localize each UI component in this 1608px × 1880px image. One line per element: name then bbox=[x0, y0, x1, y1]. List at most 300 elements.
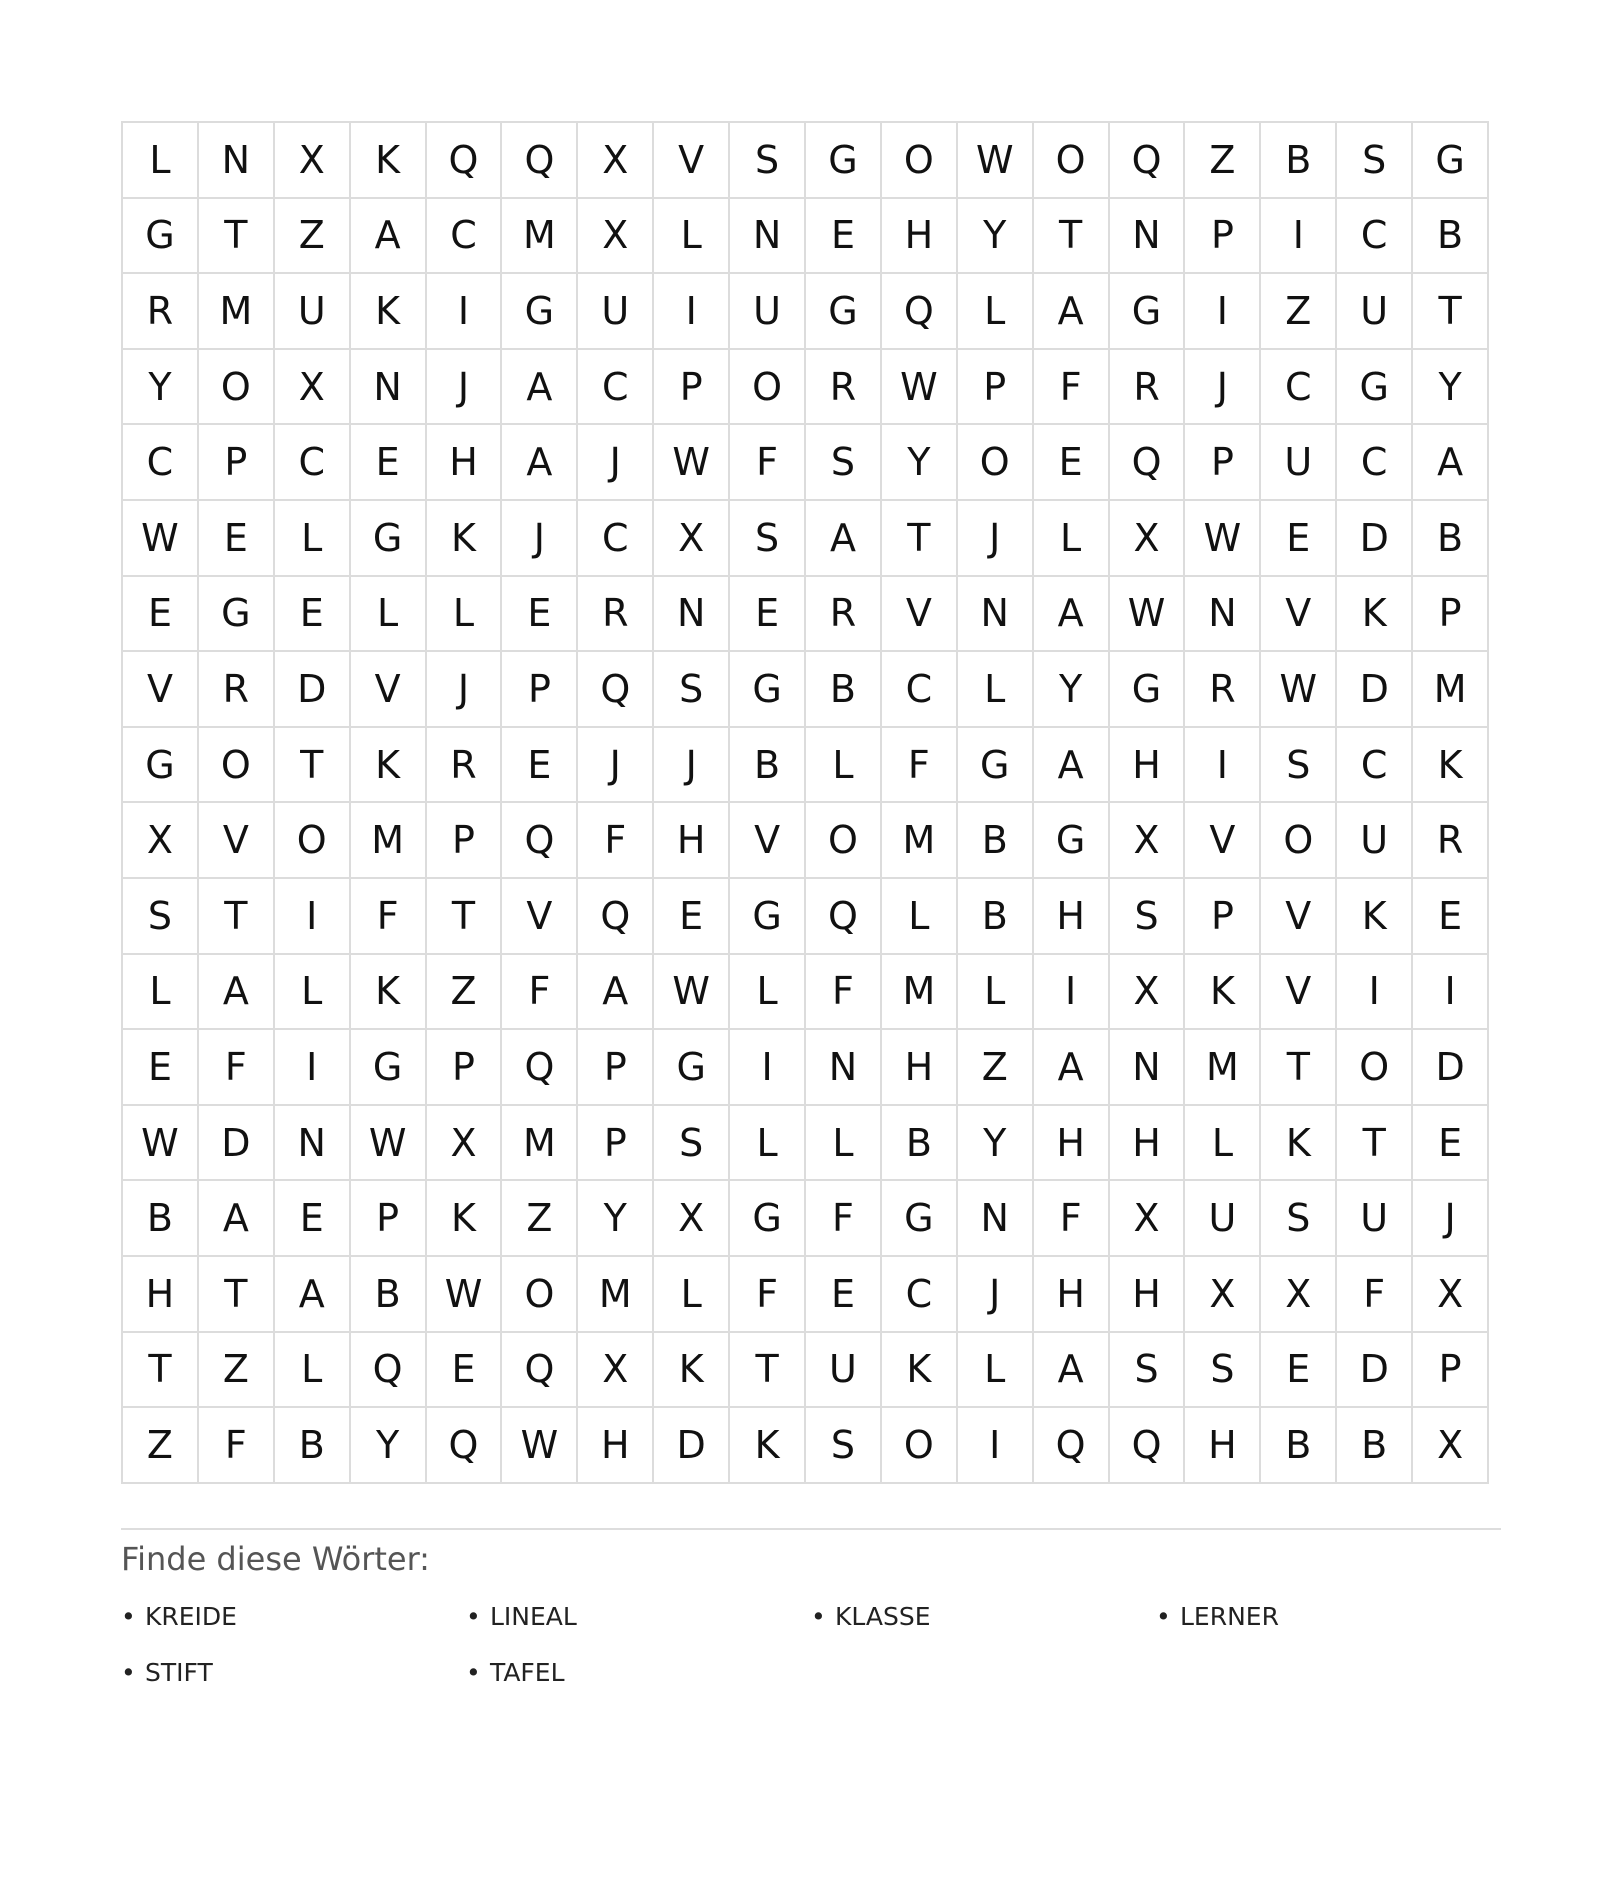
grid-cell[interactable]: I bbox=[274, 878, 350, 954]
grid-cell[interactable]: W bbox=[122, 500, 198, 576]
grid-cell[interactable]: L bbox=[1184, 1105, 1260, 1181]
grid-cell[interactable]: V bbox=[1260, 576, 1336, 652]
grid-cell[interactable]: N bbox=[1109, 1029, 1185, 1105]
grid-cell[interactable]: E bbox=[122, 576, 198, 652]
grid-cell[interactable]: A bbox=[501, 424, 577, 500]
grid-cell[interactable]: F bbox=[881, 727, 957, 803]
grid-cell[interactable]: Q bbox=[881, 273, 957, 349]
grid-cell[interactable]: O bbox=[274, 802, 350, 878]
grid-cell[interactable]: R bbox=[122, 273, 198, 349]
grid-cell[interactable]: B bbox=[350, 1256, 426, 1332]
grid-cell[interactable]: E bbox=[426, 1332, 502, 1408]
grid-cell[interactable]: F bbox=[198, 1407, 274, 1483]
grid-cell[interactable]: X bbox=[1412, 1407, 1488, 1483]
grid-cell[interactable]: J bbox=[426, 349, 502, 425]
grid-cell[interactable]: B bbox=[1260, 122, 1336, 198]
grid-cell[interactable]: Q bbox=[1109, 1407, 1185, 1483]
grid-cell[interactable]: L bbox=[729, 954, 805, 1030]
grid-cell[interactable]: P bbox=[1184, 424, 1260, 500]
grid-cell[interactable]: W bbox=[1184, 500, 1260, 576]
grid-cell[interactable]: N bbox=[729, 198, 805, 274]
grid-cell[interactable]: L bbox=[1033, 500, 1109, 576]
grid-cell[interactable]: W bbox=[501, 1407, 577, 1483]
grid-cell[interactable]: Y bbox=[881, 424, 957, 500]
grid-cell[interactable]: G bbox=[653, 1029, 729, 1105]
grid-cell[interactable]: X bbox=[426, 1105, 502, 1181]
grid-cell[interactable]: I bbox=[1412, 954, 1488, 1030]
grid-cell[interactable]: X bbox=[122, 802, 198, 878]
grid-cell[interactable]: R bbox=[198, 651, 274, 727]
grid-cell[interactable]: H bbox=[1109, 727, 1185, 803]
grid-cell[interactable]: F bbox=[805, 1180, 881, 1256]
grid-cell[interactable]: C bbox=[577, 500, 653, 576]
grid-cell[interactable]: B bbox=[729, 727, 805, 803]
grid-cell[interactable]: X bbox=[1412, 1256, 1488, 1332]
grid-cell[interactable]: L bbox=[274, 954, 350, 1030]
grid-cell[interactable]: P bbox=[1184, 198, 1260, 274]
grid-cell[interactable]: Q bbox=[501, 1029, 577, 1105]
grid-cell[interactable]: L bbox=[957, 273, 1033, 349]
grid-cell[interactable]: V bbox=[729, 802, 805, 878]
grid-cell[interactable]: O bbox=[957, 424, 1033, 500]
grid-cell[interactable]: F bbox=[729, 424, 805, 500]
grid-cell[interactable]: H bbox=[1033, 1256, 1109, 1332]
grid-cell[interactable]: H bbox=[1109, 1256, 1185, 1332]
grid-cell[interactable]: C bbox=[1336, 424, 1412, 500]
grid-cell[interactable]: T bbox=[729, 1332, 805, 1408]
grid-cell[interactable]: T bbox=[274, 727, 350, 803]
grid-cell[interactable]: T bbox=[1260, 1029, 1336, 1105]
grid-cell[interactable]: N bbox=[1109, 198, 1185, 274]
grid-cell[interactable]: D bbox=[1336, 500, 1412, 576]
grid-cell[interactable]: E bbox=[274, 576, 350, 652]
grid-cell[interactable]: S bbox=[653, 1105, 729, 1181]
grid-cell[interactable]: L bbox=[729, 1105, 805, 1181]
grid-cell[interactable]: E bbox=[805, 1256, 881, 1332]
grid-cell[interactable]: U bbox=[1184, 1180, 1260, 1256]
grid-cell[interactable]: N bbox=[274, 1105, 350, 1181]
grid-cell[interactable]: J bbox=[1412, 1180, 1488, 1256]
grid-cell[interactable]: G bbox=[729, 651, 805, 727]
grid-cell[interactable]: S bbox=[653, 651, 729, 727]
grid-cell[interactable]: G bbox=[1412, 122, 1488, 198]
grid-cell[interactable]: F bbox=[198, 1029, 274, 1105]
grid-cell[interactable]: K bbox=[881, 1332, 957, 1408]
grid-cell[interactable]: S bbox=[805, 424, 881, 500]
grid-cell[interactable]: M bbox=[198, 273, 274, 349]
grid-cell[interactable]: P bbox=[577, 1029, 653, 1105]
grid-cell[interactable]: V bbox=[653, 122, 729, 198]
grid-cell[interactable]: D bbox=[653, 1407, 729, 1483]
grid-cell[interactable]: G bbox=[729, 1180, 805, 1256]
grid-cell[interactable]: E bbox=[1412, 1105, 1488, 1181]
grid-cell[interactable]: N bbox=[957, 1180, 1033, 1256]
grid-cell[interactable]: P bbox=[1184, 878, 1260, 954]
grid-cell[interactable]: F bbox=[501, 954, 577, 1030]
grid-cell[interactable]: Y bbox=[1412, 349, 1488, 425]
grid-cell[interactable]: E bbox=[653, 878, 729, 954]
grid-cell[interactable]: J bbox=[653, 727, 729, 803]
grid-cell[interactable]: V bbox=[881, 576, 957, 652]
grid-cell[interactable]: L bbox=[653, 198, 729, 274]
grid-cell[interactable]: M bbox=[1184, 1029, 1260, 1105]
grid-cell[interactable]: P bbox=[957, 349, 1033, 425]
grid-cell[interactable]: K bbox=[1184, 954, 1260, 1030]
grid-cell[interactable]: K bbox=[1336, 878, 1412, 954]
grid-cell[interactable]: C bbox=[1260, 349, 1336, 425]
grid-cell[interactable]: X bbox=[577, 198, 653, 274]
grid-cell[interactable]: B bbox=[1336, 1407, 1412, 1483]
grid-cell[interactable]: M bbox=[1412, 651, 1488, 727]
grid-cell[interactable]: Z bbox=[957, 1029, 1033, 1105]
grid-cell[interactable]: D bbox=[198, 1105, 274, 1181]
grid-cell[interactable]: F bbox=[805, 954, 881, 1030]
grid-cell[interactable]: O bbox=[198, 727, 274, 803]
grid-cell[interactable]: E bbox=[122, 1029, 198, 1105]
grid-cell[interactable]: P bbox=[426, 1029, 502, 1105]
grid-cell[interactable]: U bbox=[1336, 273, 1412, 349]
grid-cell[interactable]: Z bbox=[122, 1407, 198, 1483]
grid-cell[interactable]: V bbox=[1260, 878, 1336, 954]
grid-cell[interactable]: A bbox=[198, 1180, 274, 1256]
grid-cell[interactable]: Y bbox=[350, 1407, 426, 1483]
grid-cell[interactable]: W bbox=[1260, 651, 1336, 727]
grid-cell[interactable]: A bbox=[1033, 727, 1109, 803]
grid-cell[interactable]: L bbox=[957, 954, 1033, 1030]
grid-cell[interactable]: C bbox=[577, 349, 653, 425]
grid-cell[interactable]: Z bbox=[426, 954, 502, 1030]
grid-cell[interactable]: Q bbox=[805, 878, 881, 954]
grid-cell[interactable]: K bbox=[1412, 727, 1488, 803]
grid-cell[interactable]: U bbox=[1260, 424, 1336, 500]
grid-cell[interactable]: D bbox=[1336, 651, 1412, 727]
grid-cell[interactable]: Q bbox=[501, 1332, 577, 1408]
grid-cell[interactable]: O bbox=[198, 349, 274, 425]
grid-cell[interactable]: B bbox=[1412, 198, 1488, 274]
grid-cell[interactable]: X bbox=[274, 349, 350, 425]
grid-cell[interactable]: D bbox=[274, 651, 350, 727]
grid-cell[interactable]: S bbox=[1336, 122, 1412, 198]
grid-cell[interactable]: R bbox=[805, 349, 881, 425]
grid-cell[interactable]: O bbox=[1336, 1029, 1412, 1105]
grid-cell[interactable]: E bbox=[501, 727, 577, 803]
grid-cell[interactable]: M bbox=[881, 954, 957, 1030]
grid-cell[interactable]: A bbox=[1033, 273, 1109, 349]
grid-cell[interactable]: B bbox=[122, 1180, 198, 1256]
grid-cell[interactable]: B bbox=[957, 802, 1033, 878]
grid-cell[interactable]: G bbox=[1336, 349, 1412, 425]
grid-cell[interactable]: V bbox=[1184, 802, 1260, 878]
grid-cell[interactable]: O bbox=[501, 1256, 577, 1332]
grid-cell[interactable]: J bbox=[577, 424, 653, 500]
grid-cell[interactable]: N bbox=[350, 349, 426, 425]
grid-cell[interactable]: M bbox=[577, 1256, 653, 1332]
grid-cell[interactable]: P bbox=[1412, 576, 1488, 652]
grid-cell[interactable]: A bbox=[350, 198, 426, 274]
grid-cell[interactable]: L bbox=[805, 1105, 881, 1181]
grid-cell[interactable]: M bbox=[350, 802, 426, 878]
grid-cell[interactable]: Q bbox=[501, 122, 577, 198]
grid-cell[interactable]: X bbox=[653, 500, 729, 576]
grid-cell[interactable]: O bbox=[805, 802, 881, 878]
grid-cell[interactable]: F bbox=[1033, 1180, 1109, 1256]
grid-cell[interactable]: V bbox=[501, 878, 577, 954]
grid-cell[interactable]: K bbox=[653, 1332, 729, 1408]
grid-cell[interactable]: P bbox=[426, 802, 502, 878]
grid-cell[interactable]: P bbox=[577, 1105, 653, 1181]
grid-cell[interactable]: I bbox=[957, 1407, 1033, 1483]
grid-cell[interactable]: G bbox=[1033, 802, 1109, 878]
grid-cell[interactable]: C bbox=[881, 1256, 957, 1332]
grid-cell[interactable]: U bbox=[1336, 802, 1412, 878]
grid-cell[interactable]: P bbox=[198, 424, 274, 500]
grid-cell[interactable]: Q bbox=[350, 1332, 426, 1408]
grid-cell[interactable]: S bbox=[805, 1407, 881, 1483]
grid-cell[interactable]: P bbox=[653, 349, 729, 425]
grid-cell[interactable]: C bbox=[1336, 727, 1412, 803]
grid-cell[interactable]: B bbox=[1412, 500, 1488, 576]
grid-cell[interactable]: X bbox=[577, 1332, 653, 1408]
grid-cell[interactable]: R bbox=[1184, 651, 1260, 727]
grid-cell[interactable]: Z bbox=[1184, 122, 1260, 198]
grid-cell[interactable]: S bbox=[1109, 1332, 1185, 1408]
grid-cell[interactable]: B bbox=[957, 878, 1033, 954]
grid-cell[interactable]: L bbox=[274, 1332, 350, 1408]
grid-cell[interactable]: Q bbox=[1109, 424, 1185, 500]
grid-cell[interactable]: W bbox=[653, 954, 729, 1030]
grid-cell[interactable]: N bbox=[653, 576, 729, 652]
grid-cell[interactable]: H bbox=[426, 424, 502, 500]
grid-cell[interactable]: H bbox=[653, 802, 729, 878]
grid-cell[interactable]: K bbox=[729, 1407, 805, 1483]
grid-cell[interactable]: O bbox=[1033, 122, 1109, 198]
grid-cell[interactable]: A bbox=[501, 349, 577, 425]
grid-cell[interactable]: Y bbox=[957, 1105, 1033, 1181]
grid-cell[interactable]: I bbox=[1033, 954, 1109, 1030]
grid-cell[interactable]: H bbox=[577, 1407, 653, 1483]
grid-cell[interactable]: J bbox=[1184, 349, 1260, 425]
grid-cell[interactable]: V bbox=[198, 802, 274, 878]
grid-cell[interactable]: K bbox=[426, 500, 502, 576]
grid-cell[interactable]: G bbox=[1109, 273, 1185, 349]
grid-cell[interactable]: Z bbox=[1260, 273, 1336, 349]
grid-cell[interactable]: R bbox=[577, 576, 653, 652]
grid-cell[interactable]: Q bbox=[577, 878, 653, 954]
grid-cell[interactable]: L bbox=[274, 500, 350, 576]
grid-cell[interactable]: A bbox=[1412, 424, 1488, 500]
grid-cell[interactable]: I bbox=[729, 1029, 805, 1105]
grid-cell[interactable]: Z bbox=[274, 198, 350, 274]
grid-cell[interactable]: T bbox=[1033, 198, 1109, 274]
grid-cell[interactable]: R bbox=[426, 727, 502, 803]
grid-cell[interactable]: F bbox=[1033, 349, 1109, 425]
grid-cell[interactable]: G bbox=[1109, 651, 1185, 727]
grid-cell[interactable]: J bbox=[577, 727, 653, 803]
grid-cell[interactable]: N bbox=[198, 122, 274, 198]
grid-cell[interactable]: T bbox=[1412, 273, 1488, 349]
grid-cell[interactable]: H bbox=[1033, 1105, 1109, 1181]
grid-cell[interactable]: X bbox=[1109, 954, 1185, 1030]
grid-cell[interactable]: G bbox=[501, 273, 577, 349]
grid-cell[interactable]: G bbox=[805, 273, 881, 349]
grid-cell[interactable]: Y bbox=[957, 198, 1033, 274]
grid-cell[interactable]: I bbox=[1184, 727, 1260, 803]
grid-cell[interactable]: F bbox=[577, 802, 653, 878]
grid-cell[interactable]: N bbox=[1184, 576, 1260, 652]
grid-cell[interactable]: Q bbox=[426, 1407, 502, 1483]
grid-cell[interactable]: N bbox=[957, 576, 1033, 652]
grid-cell[interactable]: E bbox=[1033, 424, 1109, 500]
grid-cell[interactable]: A bbox=[198, 954, 274, 1030]
grid-cell[interactable]: Z bbox=[501, 1180, 577, 1256]
grid-cell[interactable]: I bbox=[426, 273, 502, 349]
grid-cell[interactable]: E bbox=[729, 576, 805, 652]
grid-cell[interactable]: R bbox=[1412, 802, 1488, 878]
grid-cell[interactable]: H bbox=[122, 1256, 198, 1332]
grid-cell[interactable]: I bbox=[1184, 273, 1260, 349]
grid-cell[interactable]: L bbox=[350, 576, 426, 652]
grid-cell[interactable]: B bbox=[1260, 1407, 1336, 1483]
grid-cell[interactable]: T bbox=[198, 878, 274, 954]
grid-cell[interactable]: F bbox=[350, 878, 426, 954]
grid-cell[interactable]: G bbox=[805, 122, 881, 198]
grid-cell[interactable]: H bbox=[881, 1029, 957, 1105]
grid-cell[interactable]: W bbox=[1109, 576, 1185, 652]
grid-cell[interactable]: S bbox=[729, 500, 805, 576]
grid-cell[interactable]: L bbox=[426, 576, 502, 652]
grid-cell[interactable]: K bbox=[426, 1180, 502, 1256]
grid-cell[interactable]: C bbox=[1336, 198, 1412, 274]
grid-cell[interactable]: W bbox=[122, 1105, 198, 1181]
grid-cell[interactable]: L bbox=[122, 954, 198, 1030]
grid-cell[interactable]: T bbox=[122, 1332, 198, 1408]
grid-cell[interactable]: L bbox=[122, 122, 198, 198]
grid-cell[interactable]: T bbox=[198, 198, 274, 274]
grid-cell[interactable]: L bbox=[881, 878, 957, 954]
grid-cell[interactable]: E bbox=[1260, 500, 1336, 576]
grid-cell[interactable]: E bbox=[805, 198, 881, 274]
grid-cell[interactable]: G bbox=[729, 878, 805, 954]
grid-cell[interactable]: G bbox=[350, 500, 426, 576]
grid-cell[interactable]: I bbox=[274, 1029, 350, 1105]
grid-cell[interactable]: Y bbox=[577, 1180, 653, 1256]
grid-cell[interactable]: W bbox=[881, 349, 957, 425]
grid-cell[interactable]: Y bbox=[1033, 651, 1109, 727]
grid-cell[interactable]: O bbox=[729, 349, 805, 425]
grid-cell[interactable]: Q bbox=[577, 651, 653, 727]
grid-cell[interactable]: P bbox=[501, 651, 577, 727]
grid-cell[interactable]: F bbox=[1336, 1256, 1412, 1332]
grid-cell[interactable]: K bbox=[350, 954, 426, 1030]
grid-cell[interactable]: K bbox=[1260, 1105, 1336, 1181]
grid-cell[interactable]: H bbox=[1184, 1407, 1260, 1483]
grid-cell[interactable]: T bbox=[881, 500, 957, 576]
grid-cell[interactable]: C bbox=[426, 198, 502, 274]
grid-cell[interactable]: W bbox=[653, 424, 729, 500]
grid-cell[interactable]: U bbox=[577, 273, 653, 349]
grid-cell[interactable]: J bbox=[501, 500, 577, 576]
grid-cell[interactable]: Q bbox=[1109, 122, 1185, 198]
grid-cell[interactable]: L bbox=[957, 1332, 1033, 1408]
grid-cell[interactable]: F bbox=[729, 1256, 805, 1332]
grid-cell[interactable]: S bbox=[1184, 1332, 1260, 1408]
grid-cell[interactable]: U bbox=[729, 273, 805, 349]
grid-cell[interactable]: Q bbox=[501, 802, 577, 878]
grid-cell[interactable]: A bbox=[577, 954, 653, 1030]
grid-cell[interactable]: X bbox=[1184, 1256, 1260, 1332]
grid-cell[interactable]: L bbox=[957, 651, 1033, 727]
grid-cell[interactable]: E bbox=[501, 576, 577, 652]
grid-cell[interactable]: O bbox=[1260, 802, 1336, 878]
grid-cell[interactable]: E bbox=[1260, 1332, 1336, 1408]
grid-cell[interactable]: A bbox=[274, 1256, 350, 1332]
grid-cell[interactable]: X bbox=[274, 122, 350, 198]
grid-cell[interactable]: Q bbox=[1033, 1407, 1109, 1483]
grid-cell[interactable]: M bbox=[501, 1105, 577, 1181]
grid-cell[interactable]: S bbox=[729, 122, 805, 198]
grid-cell[interactable]: J bbox=[957, 500, 1033, 576]
grid-cell[interactable]: D bbox=[1412, 1029, 1488, 1105]
grid-cell[interactable]: I bbox=[1260, 198, 1336, 274]
grid-cell[interactable]: G bbox=[957, 727, 1033, 803]
grid-cell[interactable]: E bbox=[274, 1180, 350, 1256]
grid-cell[interactable]: E bbox=[350, 424, 426, 500]
grid-cell[interactable]: R bbox=[805, 576, 881, 652]
grid-cell[interactable]: W bbox=[426, 1256, 502, 1332]
grid-cell[interactable]: K bbox=[350, 273, 426, 349]
grid-cell[interactable]: O bbox=[881, 1407, 957, 1483]
grid-cell[interactable]: K bbox=[350, 727, 426, 803]
grid-cell[interactable]: I bbox=[653, 273, 729, 349]
grid-cell[interactable]: B bbox=[274, 1407, 350, 1483]
grid-cell[interactable]: I bbox=[1336, 954, 1412, 1030]
grid-cell[interactable]: U bbox=[1336, 1180, 1412, 1256]
grid-cell[interactable]: G bbox=[881, 1180, 957, 1256]
grid-cell[interactable]: A bbox=[1033, 1029, 1109, 1105]
grid-cell[interactable]: X bbox=[1260, 1256, 1336, 1332]
grid-cell[interactable]: A bbox=[1033, 576, 1109, 652]
grid-cell[interactable]: Z bbox=[198, 1332, 274, 1408]
grid-cell[interactable]: T bbox=[1336, 1105, 1412, 1181]
grid-cell[interactable]: V bbox=[350, 651, 426, 727]
grid-cell[interactable]: X bbox=[653, 1180, 729, 1256]
grid-cell[interactable]: J bbox=[426, 651, 502, 727]
grid-cell[interactable]: C bbox=[274, 424, 350, 500]
grid-cell[interactable]: N bbox=[805, 1029, 881, 1105]
grid-cell[interactable]: H bbox=[1109, 1105, 1185, 1181]
grid-cell[interactable]: G bbox=[198, 576, 274, 652]
grid-cell[interactable]: Y bbox=[122, 349, 198, 425]
grid-cell[interactable]: P bbox=[1412, 1332, 1488, 1408]
grid-cell[interactable]: L bbox=[653, 1256, 729, 1332]
grid-cell[interactable]: E bbox=[198, 500, 274, 576]
grid-cell[interactable]: G bbox=[350, 1029, 426, 1105]
grid-cell[interactable]: S bbox=[1109, 878, 1185, 954]
grid-cell[interactable]: B bbox=[881, 1105, 957, 1181]
grid-cell[interactable]: X bbox=[1109, 802, 1185, 878]
grid-cell[interactable]: C bbox=[122, 424, 198, 500]
grid-cell[interactable]: T bbox=[198, 1256, 274, 1332]
grid-cell[interactable]: S bbox=[1260, 727, 1336, 803]
grid-cell[interactable]: K bbox=[1336, 576, 1412, 652]
grid-cell[interactable]: Q bbox=[426, 122, 502, 198]
grid-cell[interactable]: M bbox=[881, 802, 957, 878]
grid-cell[interactable]: E bbox=[1412, 878, 1488, 954]
grid-cell[interactable]: S bbox=[122, 878, 198, 954]
grid-cell[interactable]: R bbox=[1109, 349, 1185, 425]
grid-cell[interactable]: S bbox=[1260, 1180, 1336, 1256]
grid-cell[interactable]: U bbox=[805, 1332, 881, 1408]
